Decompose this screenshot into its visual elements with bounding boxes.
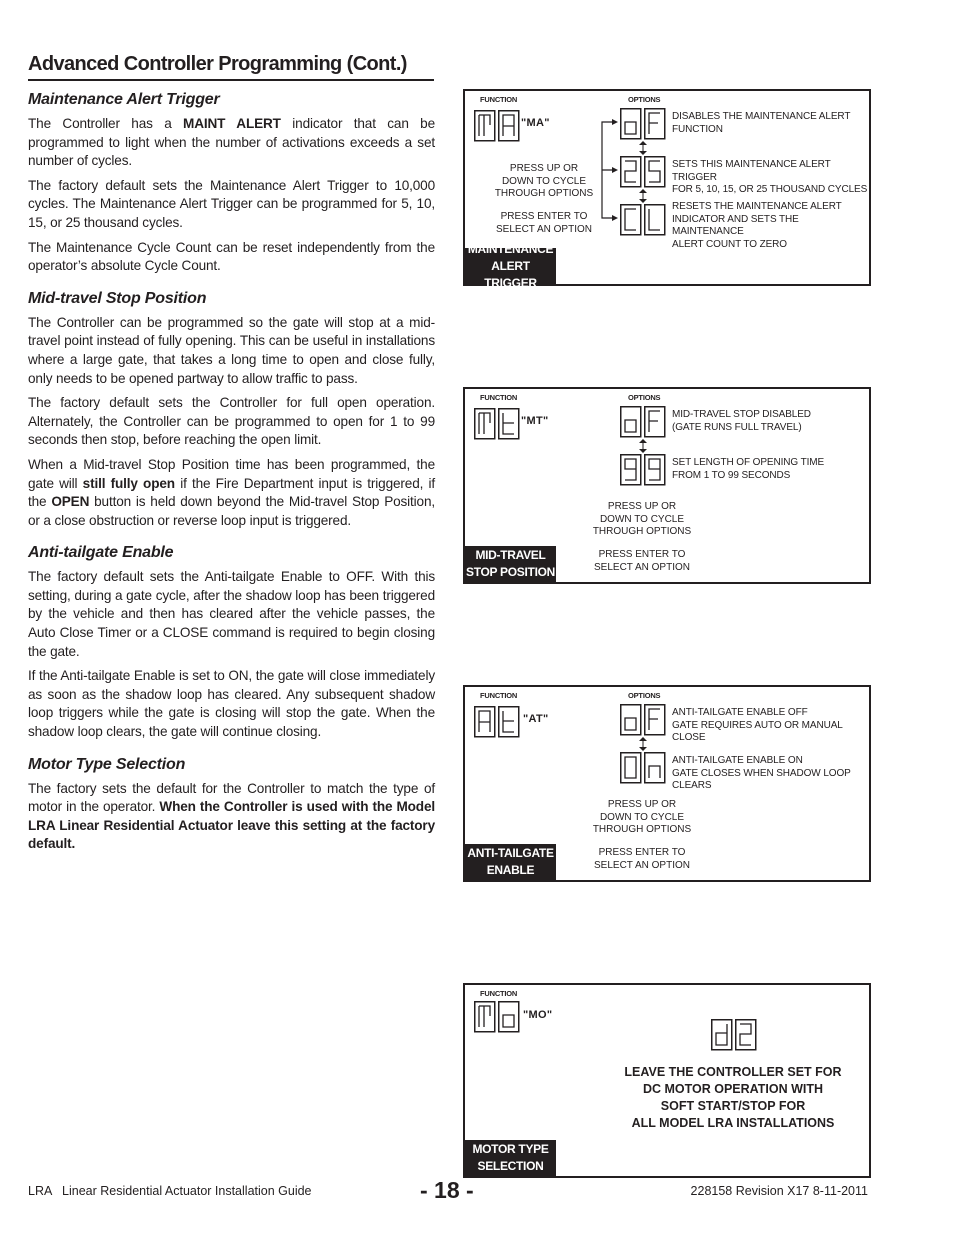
cycle-instruction <box>592 799 692 837</box>
options-header: OPTIONS <box>628 691 661 700</box>
options-header: OPTIONS <box>628 95 661 104</box>
footer-revision: 228158 Revision X17 8-11-2011 <box>690 1184 868 1198</box>
function-header: FUNCTION <box>480 393 518 402</box>
option-display-on <box>620 752 666 784</box>
paragraph: The Maintenance Cycle Count can be reset independently from the operator’s absolute Cycle Count. <box>28 239 435 274</box>
option-text-25 <box>672 159 869 197</box>
option-display-of <box>620 108 666 140</box>
up-down-arrow-icon <box>638 141 648 155</box>
function-code: "AT" <box>523 713 549 725</box>
panel-label <box>465 844 556 880</box>
text-line: FUNCTION <box>672 123 723 135</box>
text-line: INDICATOR AND SETS THE MAINTENANCE <box>672 213 799 237</box>
option-display-of <box>620 704 666 736</box>
bold-text: When the Controller is used with the Model LRA Linear Residential Actuator leave this setting at the factory default. <box>28 799 435 852</box>
paragraph: The factory default sets the Anti-tailgate Enable to OFF. With this setting, during a gate cycle, after the shadow loop has been triggered by the vehicle and then has cleared after the vehicle passes, the Auto Close Timer or a CLOSE command is required to begin closing the gate. <box>28 569 435 659</box>
select-instruction <box>494 211 594 236</box>
text-line: PRESS UP OR <box>509 163 579 174</box>
text-line: ALERT COUNT TO ZERO <box>672 238 787 250</box>
option-display-d2 <box>711 1019 757 1051</box>
text-line: DOWN TO CYCLE <box>599 811 685 823</box>
select-instruction <box>592 549 692 574</box>
footer-doc-title: LRA Linear Residential Actuator Installation Guide <box>28 1184 312 1198</box>
text-line: MOTOR TYPE <box>472 1142 549 1156</box>
text-line: FOR 5, 10, 15, OR 25 THOUSAND CYCLES <box>672 184 868 195</box>
text-line: THROUGH OPTIONS <box>592 526 692 537</box>
text-line: MID-TRAVEL STOP DISABLED <box>672 409 811 420</box>
text-line: FROM 1 TO 99 SECONDS <box>672 469 791 481</box>
paragraph <box>28 115 435 171</box>
section-midtravel <box>28 290 435 531</box>
paragraph <box>28 456 435 530</box>
motor-type-panel <box>463 983 871 1178</box>
options-header: OPTIONS <box>628 393 661 402</box>
bold-text: still fully open <box>82 475 175 491</box>
text-line: ALERT TRIGGER <box>484 258 537 290</box>
section-heading: Motor Type Selection <box>28 755 186 773</box>
section-antitailgate <box>28 544 435 741</box>
option-display-cl <box>620 204 666 236</box>
function-display-ma <box>474 110 520 142</box>
text-line: DOWN TO CYCLE <box>599 513 685 525</box>
text-line: SOFT START/STOP FOR <box>660 1099 806 1113</box>
option-text-on <box>672 755 869 793</box>
mid-travel-panel <box>463 387 871 584</box>
section-heading: Maintenance Alert Trigger <box>28 91 220 108</box>
text-line: DC MOTOR OPERATION WITH <box>642 1082 824 1096</box>
text: When a Mid-travel Stop Position time has been programmed, the gate will <box>28 456 435 491</box>
page-number: - 18 - <box>420 1177 474 1203</box>
text-line: SELECT AN OPTION <box>496 223 592 235</box>
paragraph <box>28 780 435 854</box>
panel-label <box>465 241 556 290</box>
text-line: DOWN TO CYCLE <box>501 175 587 187</box>
text: button is held down beyond the Mid-travel Stop Position, or a close obstruction or reverse loop input is triggered. <box>28 494 435 528</box>
paragraph: The factory default sets the Maintenance Alert Trigger to 10,000 cycles. The Maintenance Alert Trigger can be programmed for 5, 10, 15, or 25 thousand cycles. <box>28 177 435 230</box>
text-line: THROUGH OPTIONS <box>494 188 594 199</box>
option-display-of <box>620 406 666 438</box>
motor-instruction <box>613 1064 853 1132</box>
page-title: Advanced Controller Programming (Cont.) <box>28 53 434 81</box>
function-display-mt <box>474 408 520 440</box>
text-line: ANTI-TAILGATE <box>467 846 554 860</box>
anti-tailgate-panel <box>463 685 871 882</box>
section-motortype <box>28 756 435 854</box>
text-line: PRESS UP OR <box>607 501 677 512</box>
function-header: FUNCTION <box>480 691 518 700</box>
text-line: PRESS UP OR <box>607 799 677 810</box>
function-header: FUNCTION <box>480 989 518 998</box>
text-line: GATE CLOSES WHEN SHADOW LOOP CLEARS <box>672 767 851 791</box>
function-code: "MO" <box>523 1009 553 1021</box>
text-line: MID-TRAVEL <box>475 548 546 562</box>
option-text-cl <box>672 201 869 251</box>
text-line: PRESS ENTER TO <box>500 211 588 222</box>
up-down-arrow-icon <box>638 189 648 203</box>
option-text-off <box>672 111 850 136</box>
text-line: PRESS ENTER TO <box>598 549 686 560</box>
text: The Controller has a <box>28 116 184 131</box>
text-line: LEAVE THE CONTROLLER SET FOR <box>624 1065 842 1079</box>
text-line: RESETS THE MAINTENANCE ALERT <box>672 201 842 212</box>
option-text-off <box>672 707 869 745</box>
text-line: SET LENGTH OF OPENING TIME <box>672 457 825 468</box>
up-down-arrow-icon <box>638 737 648 751</box>
paragraph: If the Anti-tailgate Enable is set to ON, the gate will close immediately as soon as the shadow loop has cleared. Any subsequent shadow loop triggers while the gate is closing will stop the gate. When the shadow loop clears, the gate will continue closing. <box>28 668 435 740</box>
text-line: ALL MODEL LRA INSTALLATIONS <box>631 1116 835 1130</box>
panel-label <box>465 1140 556 1176</box>
text: indicator that can be programmed to light when the number of activations exceeds a set number of cycles. <box>28 116 436 169</box>
option-text-99 <box>672 457 824 482</box>
text-line: DISABLES THE MAINTENANCE ALERT <box>672 111 851 122</box>
cycle-instruction <box>494 163 594 201</box>
function-code: "MT" <box>521 415 549 427</box>
text-line: SELECTION <box>477 1159 544 1173</box>
cycle-instruction <box>592 501 692 539</box>
text-line: SELECT AN OPTION <box>594 859 690 871</box>
section-heading: Anti-tailgate Enable <box>28 544 174 562</box>
function-header: FUNCTION <box>480 95 518 104</box>
text-line: SETS THIS MAINTENANCE ALERT TRIGGER <box>672 159 831 183</box>
text-line: MAINTENANCE <box>467 241 554 256</box>
select-instruction <box>592 847 692 872</box>
text: if the Fire Department input is triggered, if the <box>28 475 435 510</box>
up-down-arrow-icon <box>638 439 648 453</box>
text: The factory sets the default for the Controller to match the type of motor in the operator. <box>28 780 435 815</box>
text-line: PRESS ENTER TO <box>598 847 686 858</box>
text-line: ANTI-TAILGATE ENABLE ON <box>672 755 803 766</box>
text-line: ENABLE <box>486 863 535 877</box>
function-code: "MA" <box>521 117 550 129</box>
function-display-at <box>474 706 520 738</box>
section-maintenance <box>28 91 435 276</box>
text-line: THROUGH OPTIONS <box>592 824 692 835</box>
text-line: GATE REQUIRES AUTO OR MANUAL CLOSE <box>672 719 843 743</box>
paragraph: The factory default sets the Controller for full open operation. Alternately, the Controller can be programmed to open for 1 to 99 seconds then stop, before reaching the open limit. <box>28 395 435 448</box>
paragraph: The Controller can be programmed so the gate will stop at a mid-travel point instead of fully opening. This can be useful in installations where a large gate, that takes a long time to open and close fully, only needs to be opened partway to allow traffic to pass. <box>28 314 435 386</box>
option-text-off <box>672 409 811 434</box>
text-line: ANTI-TAILGATE ENABLE OFF <box>672 707 808 718</box>
option-display-99 <box>620 454 666 486</box>
text-line: (GATE RUNS FULL TRAVEL) <box>672 421 802 433</box>
maintenance-alert-panel <box>463 89 871 290</box>
text-column <box>28 88 435 868</box>
bold-text: MAINT ALERT <box>183 116 281 131</box>
function-display-mo <box>474 1001 520 1033</box>
option-display-25 <box>620 156 666 188</box>
text-line: STOP POSITION <box>465 565 555 579</box>
section-heading: Mid-travel Stop Position <box>28 289 207 307</box>
option-cycle-bracket-icon <box>596 119 622 222</box>
text-line: SELECT AN OPTION <box>594 561 690 573</box>
panel-label <box>465 546 556 582</box>
bold-text: OPEN <box>51 494 90 510</box>
